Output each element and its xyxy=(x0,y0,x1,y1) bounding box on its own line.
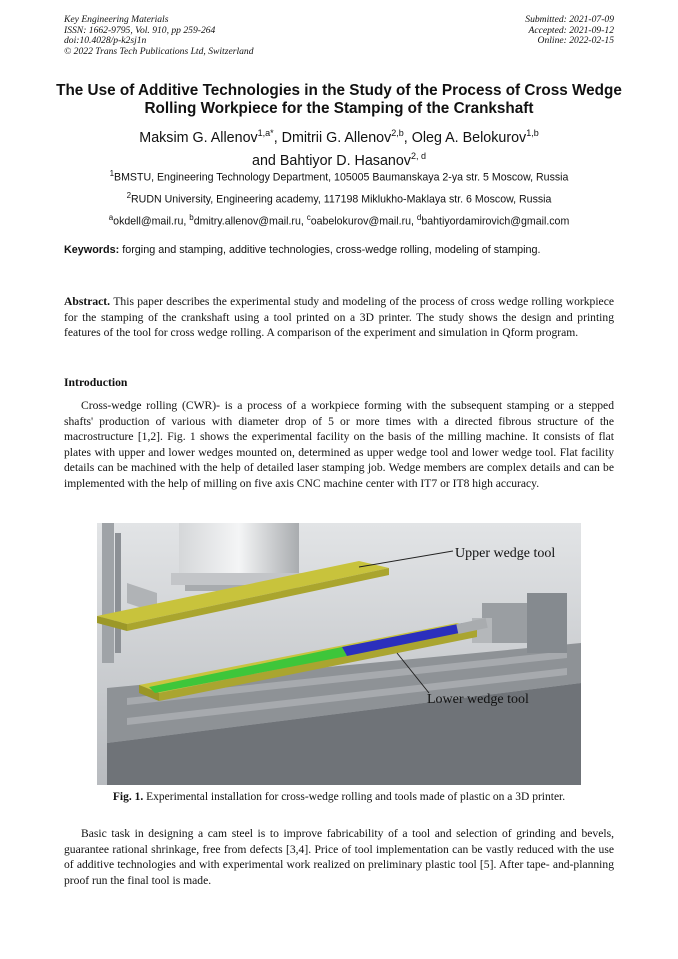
email: oabelokurov@mail.ru, xyxy=(310,215,417,228)
figure-caption-label: Fig. 1. xyxy=(112,791,144,803)
keywords-label: Keywords: xyxy=(64,244,120,256)
submitted-date: Submitted: 2021-07-09 xyxy=(525,14,614,25)
email-sup: c xyxy=(306,213,311,222)
online-date: Online: 2022-02-15 xyxy=(537,35,614,47)
author-sep: , xyxy=(403,129,412,146)
email-list xyxy=(40,211,638,229)
email: bahtiyordamirovich@gmail.com xyxy=(421,215,570,228)
submission-dates xyxy=(525,15,614,47)
paper-title: The Use of Additive Technologies in the Study of the Process of Cross Wedge Rolling Workpiece for the Stamping of the Crankshaft xyxy=(56,82,622,117)
journal-copyright: © 2022 Trans Tech Publications Ltd, Switzerland xyxy=(64,45,254,57)
figure-1-image xyxy=(97,523,581,785)
affiliation-sup: 1 xyxy=(109,169,115,178)
affiliation-text: BMSTU, Engineering Technology Department, 105005 Baumanskaya 2-ya str. 5 Moscow, Russia xyxy=(114,171,569,184)
intro-paragraph-1: Cross-wedge rolling (CWR)- is a process of a workpiece forming with the subsequent stamping or a stepped shafts' production of various with diameter drop of 5 or more times with a directed fibrous structure of the macrostructure [1,2]. Fig. 1 shows the experimental facility on the basis of the milling machine. It consists of flat plates with upper and lower wedges mounted on, determined as upper wedge tool and lower wedge tool. Flat facility details can be machined with the help of detailed laser stamping job. Wedge members are complex details and can be implemented with the help of milling on five axis CNC machine center with IT7 or IT8 high accuracy. xyxy=(64,399,614,490)
accepted-date: Accepted: 2021-09-12 xyxy=(528,24,614,36)
lower-wedge-label: Lower wedge tool xyxy=(427,692,529,707)
author: Oleg A. Belokurov xyxy=(411,129,527,146)
keywords xyxy=(64,244,614,257)
figure-1 xyxy=(97,523,581,785)
journal-info xyxy=(64,15,254,57)
author-sup: 1,b xyxy=(526,128,539,138)
email-sup: d xyxy=(416,213,422,222)
email-sup: a xyxy=(108,213,114,222)
affiliation-sup: 2 xyxy=(126,191,132,200)
figure-caption-text: Experimental installation for cross-wedge rolling and tools made of plastic on a 3D printer. xyxy=(146,791,566,803)
upper-wedge-label: Upper wedge tool xyxy=(455,546,556,561)
keywords-text: forging and stamping, additive technologies, cross-wedge rolling, modeling of stamping. xyxy=(122,244,541,256)
affiliation-2 xyxy=(40,189,638,207)
email: okdell@mail.ru, xyxy=(113,215,190,228)
abstract-text: This paper describes the experimental study and modeling of the process of cross wedge rolling workpiece for the stamping of the crankshaft using a tool printed on a 3D printer. The study shows the design and printing features of the tool for cross wedge rolling. A comparison of the experiment and simulation in Qform program. xyxy=(64,295,614,340)
author-sep: , xyxy=(273,129,282,146)
affiliation-text: RUDN University, Engineering academy, 117198 Miklukho-Maklaya str. 6 Moscow, Russia xyxy=(131,193,552,206)
email-sup: b xyxy=(189,213,194,222)
affiliation-1 xyxy=(40,167,638,185)
author: Maksim G. Allenov xyxy=(139,129,258,146)
author-list xyxy=(40,124,638,170)
author-sup: 1,a* xyxy=(257,128,274,138)
abstract-label: Abstract. xyxy=(64,295,111,308)
journal-issn: ISSN: 1662-9795, Vol. 910, pp 259-264 xyxy=(64,24,216,36)
author-sup: 2, d xyxy=(410,150,426,161)
email: dmitry.allenov@mail.ru, xyxy=(193,215,307,228)
author: Dmitrii G. Allenov xyxy=(281,129,392,146)
author: and Bahtiyor D. Hasanov xyxy=(252,152,411,169)
figure-caption xyxy=(40,791,638,803)
intro-paragraph-2: Basic task in designing a cam steel is to improve fabricability of a tool and selection of grinding and bevels, guarantee rational shrinkage, free from defects [3,4]. Price of tool implementation can be vastly reduced with the use of additive technologies and with experimental work realized on preliminary plastic tool [5]. After tape- and-planning proof run the final tool is made. xyxy=(64,827,614,887)
journal-doi: doi:10.4028/p-k2sj1n xyxy=(64,35,147,47)
abstract xyxy=(64,294,614,341)
author-sup: 2,b xyxy=(391,128,404,138)
section-heading-introduction: Introduction xyxy=(64,376,128,389)
journal-name: Key Engineering Materials xyxy=(64,14,169,25)
